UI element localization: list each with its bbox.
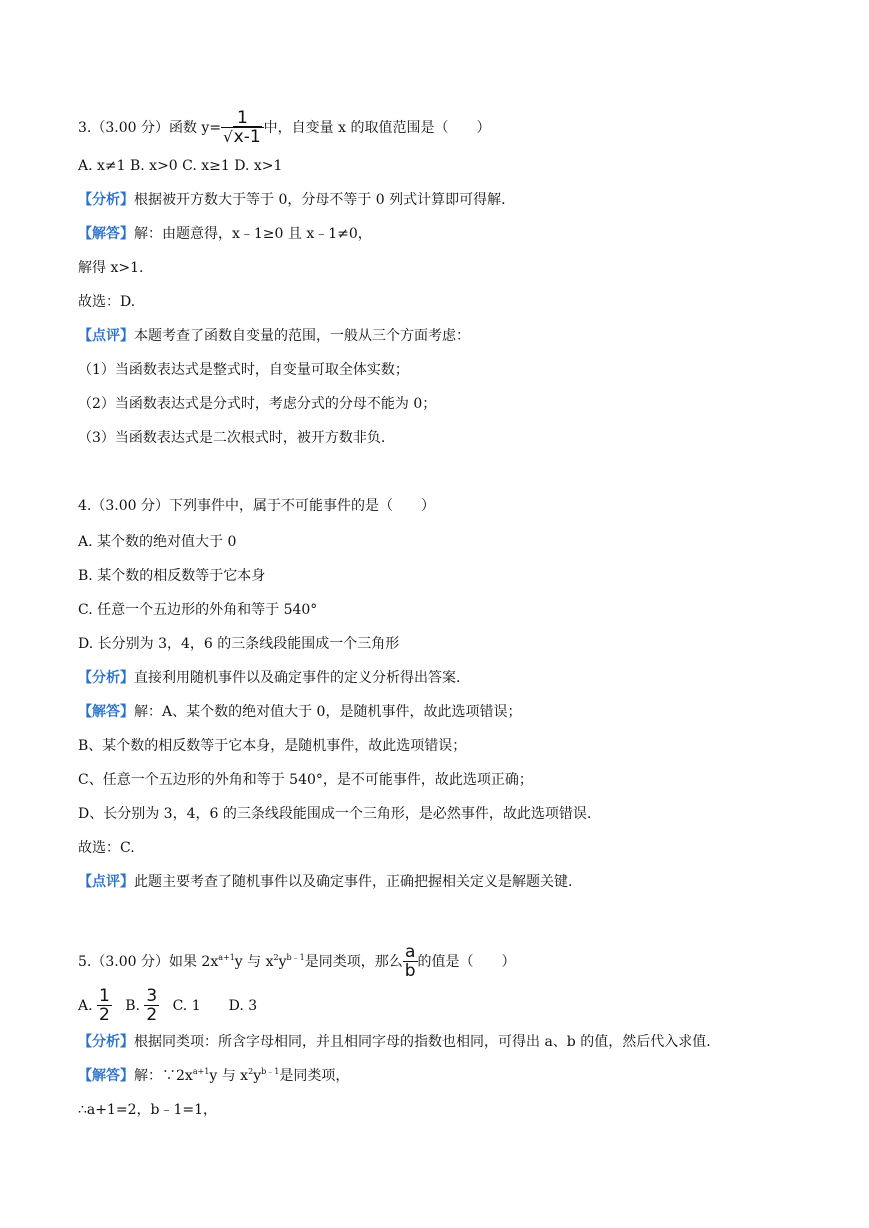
q4-choice: 故选：C. [78,840,135,856]
q3-choice: 故选：D. [78,294,136,310]
q5-fraction: $\frac{a}{b}$ [404,942,416,981]
q3-stem: 3.（3.00 分）函数 y= $\frac{1}{√x-1}$ 中，自变量 x 的取值范围是（ ） [78,108,491,147]
q4-option-a: A. 某个数的绝对值大于 0 [78,534,237,550]
q3-comment-3: （3）当函数表达式是二次根式时，被开方数非负. [78,430,386,446]
q3-solution-line2: 解得 x>1. [78,260,144,276]
q5-option-a-fraction: $\frac{1}{2}$ [99,986,110,1025]
q3-options: A. x≠1 B. x>0 C. x≥1 D. x>1 [78,158,283,174]
q5-solution: 【解答】解：$\because 2x^{a+1}y$ 与 $x^2y^{b﹣1}$是同类项， [78,1067,350,1084]
q3-comment-1: （1）当函数表达式是整式时，自变量可取全体实数； [78,362,409,378]
q5-analysis: 【分析】根据同类项：所含字母相同，并且相同字母的指数也相同，可得出 a、b 的值，然后代入求值. [78,1034,711,1050]
q4-stem: 4.（3.00 分）下列事件中，属于不可能事件的是（ ） [78,498,435,514]
q4-solution-d: D、长分别为 3，4，6 的三条线段能围成一个三角形，是必然事件，故此选项错误. [78,806,592,822]
sqrt-symbol: √x-1 [223,127,261,147]
q5-option-b-fraction: $\frac{3}{2}$ [146,986,158,1025]
q5-stem: 5.（3.00 分）如果 $2x^{a+1}y$ 与 $x^2y^{b﹣1}$是同类项，那么 $\frac{a}{b}$ 的值是（ ） [78,942,516,981]
q4-comment: 【点评】此题主要考查了随机事件以及确定事件，正确把握相关定义是解题关键. [78,874,573,890]
q3-comment-2: （2）当函数表达式是分式时，考虑分式的分母不能为 0； [78,396,437,412]
q4-option-c: C. 任意一个五边形的外角和等于 540° [78,602,318,618]
q4-option-d: D. 长分别为 3，4，6 的三条线段能围成一个三角形 [78,636,400,652]
q5-options: A. $\frac{1}{2}$ B. $\frac{3}{2}$ C. 1 D. 3 [78,986,258,1025]
q3-solution: 【解答】解：由题意得，x﹣1≥0 且 x﹣1≠0， [78,226,372,242]
q3-fraction: $\frac{1}{√x-1}$ [221,110,264,146]
q4-option-b: B. 某个数的相反数等于它本身 [78,568,266,584]
q3-analysis: 【分析】根据被开方数大于等于 0，分母不等于 0 列式计算即可得解. [78,192,506,208]
q4-solution-c: C、任意一个五边形的外角和等于 540°，是不可能事件，故此选项正确； [78,772,533,788]
q4-solution: 【解答】解：A、某个数的绝对值大于 0，是随机事件，故此选项错误； [78,704,522,720]
q4-analysis: 【分析】直接利用随机事件以及确定事件的定义分析得出答案. [78,670,461,686]
q4-solution-b: B、某个数的相反数等于它本身，是随机事件，故此选项错误； [78,738,467,754]
q5-solution-line2: ∴a+1=2，b﹣1=1， [78,1102,218,1118]
q3-comment: 【点评】本题考查了函数自变量的范围，一般从三个方面考虑： [78,328,470,344]
